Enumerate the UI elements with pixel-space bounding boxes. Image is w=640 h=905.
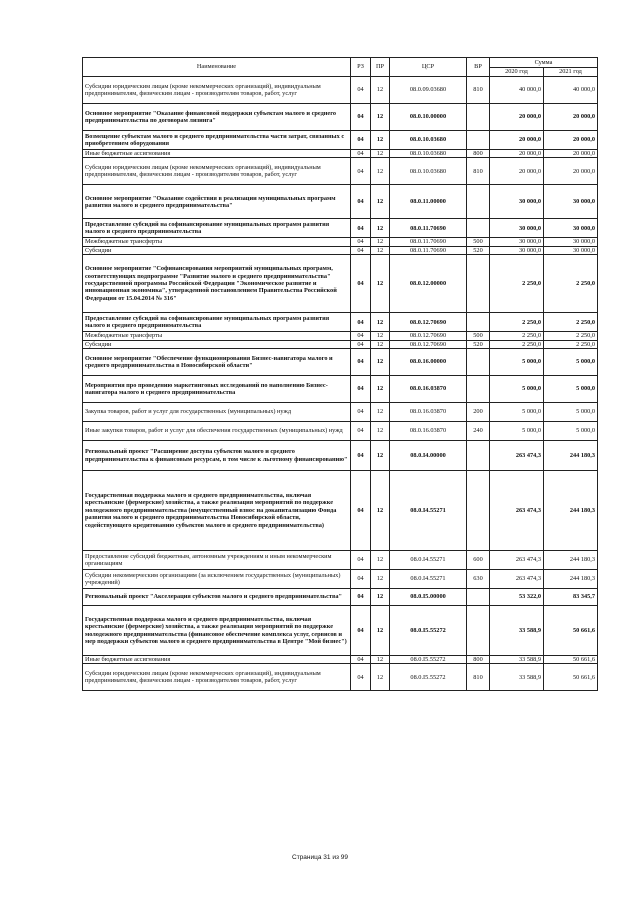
row-rz: 04 [351, 238, 371, 246]
row-name: Субсидии [83, 340, 351, 348]
table-row [83, 219, 598, 238]
row-rz: 04 [351, 664, 371, 691]
row-rz: 04 [351, 471, 371, 551]
row-value-2021: 20 000,0 [544, 150, 598, 158]
row-value-2020: 5 000,0 [490, 376, 544, 403]
row-value-2020: 30 000,0 [490, 219, 544, 238]
row-name: Субсидии [83, 246, 351, 254]
row-csr: 08.0.I5.00000 [390, 589, 467, 606]
row-vr: 800 [467, 656, 490, 664]
row-value-2020: 40 000,0 [490, 77, 544, 104]
table-row [83, 313, 598, 332]
row-value-2021: 244 180,3 [544, 551, 598, 570]
row-vr [467, 219, 490, 238]
row-value-2021: 5 000,0 [544, 403, 598, 422]
row-vr: 500 [467, 238, 490, 246]
row-name: Государственная поддержка малого и среднего предпринимательства, включая крестьянские (фермерские) хозяйства, а также реализация мероприятий по поддержке молодежного предпринимательства (имущественный взнос на докапитализацию Фонда развития малого и среднего предпринимательства Новосибирской области, содействующего кредитованию субъектов малого и среднего предпринимательства) [83, 471, 351, 551]
row-vr [467, 131, 490, 150]
row-pr: 12 [371, 656, 390, 664]
row-value-2021: 2 250,0 [544, 332, 598, 340]
table-row [83, 77, 598, 104]
row-vr: 240 [467, 422, 490, 441]
row-rz: 04 [351, 219, 371, 238]
row-pr: 12 [371, 606, 390, 656]
row-value-2021: 50 661,6 [544, 656, 598, 664]
row-vr: 200 [467, 403, 490, 422]
table-row [83, 340, 598, 348]
row-csr: 08.0.16.03870 [390, 376, 467, 403]
row-value-2021: 244 180,3 [544, 471, 598, 551]
row-value-2020: 30 000,0 [490, 238, 544, 246]
row-name: Возмещение субъектам малого и среднего предпринимательства части затрат, связанных с приобретением оборудования [83, 131, 351, 150]
row-value-2020: 5 000,0 [490, 349, 544, 376]
row-pr: 12 [371, 422, 390, 441]
header-year-2020: 2020 год [490, 67, 544, 77]
row-pr: 12 [371, 589, 390, 606]
row-pr: 12 [371, 313, 390, 332]
row-vr [467, 349, 490, 376]
row-vr [467, 376, 490, 403]
row-csr: 08.0.I4.55271 [390, 570, 467, 589]
row-name: Основное мероприятие "Оказание финансовой поддержки субъектам малого и среднего предпринимательства по договорам лизинга" [83, 104, 351, 131]
row-name: Субсидии юридическим лицам (кроме некоммерческих организаций), индивидуальным предпринимателям, физическим лицам - производителям товаров, работ, услуг [83, 158, 351, 185]
row-vr [467, 185, 490, 219]
table-row [83, 471, 598, 551]
row-value-2020: 53 322,0 [490, 589, 544, 606]
row-rz: 04 [351, 255, 371, 313]
row-value-2021: 30 000,0 [544, 246, 598, 254]
row-value-2021: 5 000,0 [544, 422, 598, 441]
row-csr: 08.0.09.03680 [390, 77, 467, 104]
row-value-2020: 30 000,0 [490, 185, 544, 219]
row-value-2021: 30 000,0 [544, 185, 598, 219]
row-name: Основное мероприятие "Обеспечение функционирования Бизнес-навигатора малого и среднего предпринимательства в Новосибирской области" [83, 349, 351, 376]
row-rz: 04 [351, 246, 371, 254]
row-name: Межбюджетные трансферты [83, 332, 351, 340]
header-vr: ВР [467, 58, 490, 77]
row-name: Основное мероприятие "Оказание содействия в реализации муниципальных программ развития малого и среднего предпринимательства" [83, 185, 351, 219]
row-rz: 04 [351, 551, 371, 570]
row-pr: 12 [371, 238, 390, 246]
row-csr: 08.0.12.70690 [390, 340, 467, 348]
row-value-2020: 20 000,0 [490, 104, 544, 131]
row-value-2021: 244 180,3 [544, 570, 598, 589]
row-name: Межбюджетные трансферты [83, 238, 351, 246]
header-pr: ПР [371, 58, 390, 77]
budget-table [82, 57, 598, 691]
row-csr: 08.0.12.70690 [390, 313, 467, 332]
row-pr: 12 [371, 185, 390, 219]
row-value-2020: 263 474,3 [490, 471, 544, 551]
table-row [83, 185, 598, 219]
header-sum: Сумма [490, 58, 598, 68]
row-vr: 500 [467, 332, 490, 340]
table-row [83, 255, 598, 313]
row-pr: 12 [371, 219, 390, 238]
header-rz: РЗ [351, 58, 371, 77]
table-row [83, 570, 598, 589]
row-value-2020: 20 000,0 [490, 158, 544, 185]
row-vr: 520 [467, 246, 490, 254]
row-rz: 04 [351, 656, 371, 664]
row-vr [467, 589, 490, 606]
row-name: Предоставление субсидий на софинансирование муниципальных программ развития малого и среднего предпринимательства [83, 313, 351, 332]
row-value-2020: 2 250,0 [490, 313, 544, 332]
row-rz: 04 [351, 150, 371, 158]
row-csr: 08.0.16.03870 [390, 422, 467, 441]
header-csr: ЦСР [390, 58, 467, 77]
row-csr: 08.0.I5.55272 [390, 664, 467, 691]
row-value-2020: 2 250,0 [490, 255, 544, 313]
row-csr: 08.0.11.70690 [390, 246, 467, 254]
row-pr: 12 [371, 340, 390, 348]
row-csr: 08.0.11.00000 [390, 185, 467, 219]
row-name: Государственная поддержка малого и среднего предпринимательства, включая крестьянские (фермерские) хозяйства, а также реализация мероприятий по поддержке молодежного предпринимательства (финансовое обеспечение комплекса услуг, сервисов и мер поддержки субъектов малого и среднего предпринимательства в Центре "Мой бизнес") [83, 606, 351, 656]
row-value-2021: 30 000,0 [544, 219, 598, 238]
row-value-2020: 263 474,3 [490, 551, 544, 570]
row-value-2020: 33 588,9 [490, 656, 544, 664]
row-rz: 04 [351, 349, 371, 376]
row-pr: 12 [371, 77, 390, 104]
row-name: Иные бюджетные ассигнования [83, 656, 351, 664]
table-row [83, 656, 598, 664]
row-csr: 08.0.16.00000 [390, 349, 467, 376]
row-value-2020: 20 000,0 [490, 150, 544, 158]
row-value-2020: 263 474,3 [490, 441, 544, 471]
row-pr: 12 [371, 131, 390, 150]
row-rz: 04 [351, 158, 371, 185]
row-name: Иные бюджетные ассигнования [83, 150, 351, 158]
table-body [83, 77, 598, 691]
header-row [83, 58, 598, 68]
row-value-2021: 83 345,7 [544, 589, 598, 606]
row-csr: 08.0.10.00000 [390, 104, 467, 131]
row-pr: 12 [371, 246, 390, 254]
row-csr: 08.0.I5.55272 [390, 606, 467, 656]
table-row [83, 606, 598, 656]
row-value-2021: 5 000,0 [544, 376, 598, 403]
row-rz: 04 [351, 185, 371, 219]
row-value-2021: 50 661,6 [544, 606, 598, 656]
row-vr [467, 471, 490, 551]
table-row [83, 349, 598, 376]
row-pr: 12 [371, 349, 390, 376]
row-vr [467, 313, 490, 332]
row-name: Субсидии некоммерческим организациям (за исключением государственных (муниципальных) учреждений) [83, 570, 351, 589]
row-rz: 04 [351, 340, 371, 348]
row-csr: 08.0.16.03870 [390, 403, 467, 422]
row-rz: 04 [351, 332, 371, 340]
row-rz: 04 [351, 313, 371, 332]
row-name: Закупка товаров, работ и услуг для государственных (муниципальных) нужд [83, 403, 351, 422]
table-row [83, 403, 598, 422]
row-pr: 12 [371, 471, 390, 551]
row-vr [467, 441, 490, 471]
row-name: Субсидии юридическим лицам (кроме некоммерческих организаций), индивидуальным предпринимателям, физическим лицам - производителям товаров, работ, услуг [83, 664, 351, 691]
row-csr: 08.0.I4.55271 [390, 551, 467, 570]
row-value-2021: 2 250,0 [544, 340, 598, 348]
row-name: Субсидии юридическим лицам (кроме некоммерческих организаций), индивидуальным предпринимателям, физическим лицам - производителям товаров, работ, услуг [83, 77, 351, 104]
row-pr: 12 [371, 150, 390, 158]
row-rz: 04 [351, 441, 371, 471]
row-rz: 04 [351, 131, 371, 150]
row-rz: 04 [351, 606, 371, 656]
row-csr: 08.0.12.00000 [390, 255, 467, 313]
row-name: Мероприятия про проведению маркетинговых исследований по наполнению Бизнес-навигатора малого и среднего предпринимательства [83, 376, 351, 403]
row-rz: 04 [351, 77, 371, 104]
row-vr: 600 [467, 551, 490, 570]
row-vr: 630 [467, 570, 490, 589]
row-csr: 08.0.12.70690 [390, 332, 467, 340]
row-pr: 12 [371, 664, 390, 691]
row-value-2021: 30 000,0 [544, 238, 598, 246]
row-vr: 810 [467, 664, 490, 691]
row-vr: 810 [467, 77, 490, 104]
table-row [83, 664, 598, 691]
row-pr: 12 [371, 376, 390, 403]
row-value-2021: 40 000,0 [544, 77, 598, 104]
row-pr: 12 [371, 332, 390, 340]
row-rz: 04 [351, 104, 371, 131]
row-value-2021: 2 250,0 [544, 313, 598, 332]
table-row [83, 376, 598, 403]
row-name: Основное мероприятие "Софинансирования мероприятий муниципальных программ, соответствующих подпрограмме "Развитие малого и среднего предпринимательства" государственной программы Российской Федерации "Экономическое развитие и инновационная экономика", утвержденной постановлением Правительства Российской Федерации от 15.04.2014 № 316" [83, 255, 351, 313]
row-value-2021: 244 180,3 [544, 441, 598, 471]
header-name: Наименование [83, 58, 351, 77]
row-vr [467, 255, 490, 313]
row-rz: 04 [351, 403, 371, 422]
table-row [83, 589, 598, 606]
row-value-2020: 2 250,0 [490, 332, 544, 340]
page-number: Страница 31 из 99 [292, 854, 348, 861]
row-vr: 800 [467, 150, 490, 158]
row-pr: 12 [371, 441, 390, 471]
row-csr: 08.0.10.03680 [390, 131, 467, 150]
row-value-2021: 20 000,0 [544, 131, 598, 150]
row-csr: 08.0.11.70690 [390, 219, 467, 238]
row-csr: 08.0.I4.55271 [390, 471, 467, 551]
row-pr: 12 [371, 158, 390, 185]
row-pr: 12 [371, 551, 390, 570]
row-value-2021: 50 661,6 [544, 664, 598, 691]
row-value-2020: 33 588,9 [490, 664, 544, 691]
table-row [83, 131, 598, 150]
row-value-2020: 33 588,9 [490, 606, 544, 656]
row-pr: 12 [371, 403, 390, 422]
row-rz: 04 [351, 589, 371, 606]
row-rz: 04 [351, 422, 371, 441]
table-row [83, 441, 598, 471]
table-row [83, 158, 598, 185]
row-vr: 520 [467, 340, 490, 348]
row-vr [467, 606, 490, 656]
row-value-2020: 5 000,0 [490, 403, 544, 422]
row-csr: 08.0.10.03680 [390, 150, 467, 158]
row-pr: 12 [371, 570, 390, 589]
table-row [83, 332, 598, 340]
row-value-2020: 263 474,3 [490, 570, 544, 589]
row-rz: 04 [351, 376, 371, 403]
row-pr: 12 [371, 255, 390, 313]
row-name: Региональный проект "Расширение доступа субъектов малого и среднего предпринимательства к финансовым ресурсам, в том числе к льготному финансированию" [83, 441, 351, 471]
row-pr: 12 [371, 104, 390, 131]
row-csr: 08.0.I5.55272 [390, 656, 467, 664]
row-value-2021: 20 000,0 [544, 158, 598, 185]
table-row [83, 104, 598, 131]
row-name: Иные закупки товаров, работ и услуг для обеспечения государственных (муниципальных) нужд [83, 422, 351, 441]
row-value-2021: 20 000,0 [544, 104, 598, 131]
row-vr: 810 [467, 158, 490, 185]
table-row [83, 246, 598, 254]
row-name: Предоставление субсидий на софинансирование муниципальных программ развития малого и среднего предпринимательства [83, 219, 351, 238]
row-vr [467, 104, 490, 131]
table-row [83, 238, 598, 246]
row-name: Региональный проект "Акселерация субъектов малого и среднего предпринимательства" [83, 589, 351, 606]
row-value-2020: 2 250,0 [490, 340, 544, 348]
header-year-2021: 2021 год [544, 67, 598, 77]
row-rz: 04 [351, 570, 371, 589]
table-row [83, 422, 598, 441]
table-row [83, 150, 598, 158]
row-value-2021: 5 000,0 [544, 349, 598, 376]
row-csr: 08.0.I4.00000 [390, 441, 467, 471]
row-value-2020: 5 000,0 [490, 422, 544, 441]
table-row [83, 551, 598, 570]
row-csr: 08.0.10.03680 [390, 158, 467, 185]
row-value-2020: 30 000,0 [490, 246, 544, 254]
row-csr: 08.0.11.70690 [390, 238, 467, 246]
row-value-2020: 20 000,0 [490, 131, 544, 150]
row-value-2021: 2 250,0 [544, 255, 598, 313]
row-name: Предоставление субсидий бюджетным, автономным учреждениям и иным некоммерческим организациям [83, 551, 351, 570]
